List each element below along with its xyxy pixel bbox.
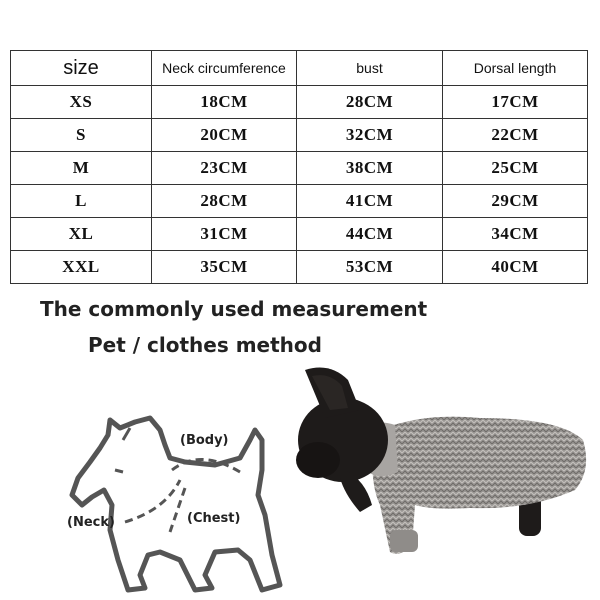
dog-sweater-photo [295, 360, 595, 570]
cell-dorsal: 22CM [443, 119, 588, 152]
cell-bust: 28CM [297, 86, 443, 119]
cell-dorsal: 40CM [443, 251, 588, 284]
cell-size: L [11, 185, 152, 218]
cell-neck: 35CM [152, 251, 297, 284]
header-size: size [11, 51, 152, 86]
size-table [10, 50, 588, 284]
header-bust: bust [297, 51, 443, 86]
cell-dorsal: 34CM [443, 218, 588, 251]
cell-bust: 44CM [297, 218, 443, 251]
dog-outline-icon [60, 400, 300, 600]
label-neck: (Neck) [67, 515, 115, 530]
table-row [11, 86, 588, 119]
cell-bust: 32CM [297, 119, 443, 152]
table-row [11, 218, 588, 251]
cell-bust: 41CM [297, 185, 443, 218]
table-row [11, 251, 588, 284]
cell-neck: 31CM [152, 218, 297, 251]
label-chest: (Chest) [187, 511, 241, 526]
header-neck: Neck circumference [152, 51, 297, 86]
cell-size: M [11, 152, 152, 185]
cell-size: XL [11, 218, 152, 251]
header-dorsal: Dorsal length [443, 51, 588, 86]
cell-bust: 53CM [297, 251, 443, 284]
cell-neck: 28CM [152, 185, 297, 218]
table-row [11, 119, 588, 152]
cell-neck: 18CM [152, 86, 297, 119]
cell-neck: 20CM [152, 119, 297, 152]
table-row [11, 152, 588, 185]
cell-size: XS [11, 86, 152, 119]
label-body: (Body) [180, 433, 229, 448]
cell-size: XXL [11, 251, 152, 284]
cell-size: S [11, 119, 152, 152]
table-header-row [11, 51, 588, 86]
method-title-line2: Pet / clothes method [88, 333, 322, 357]
cell-dorsal: 25CM [443, 152, 588, 185]
cell-bust: 38CM [297, 152, 443, 185]
table-row [11, 185, 588, 218]
method-title-line1: The commonly used measurement [40, 297, 428, 321]
cell-neck: 23CM [152, 152, 297, 185]
cell-dorsal: 17CM [443, 86, 588, 119]
cell-dorsal: 29CM [443, 185, 588, 218]
